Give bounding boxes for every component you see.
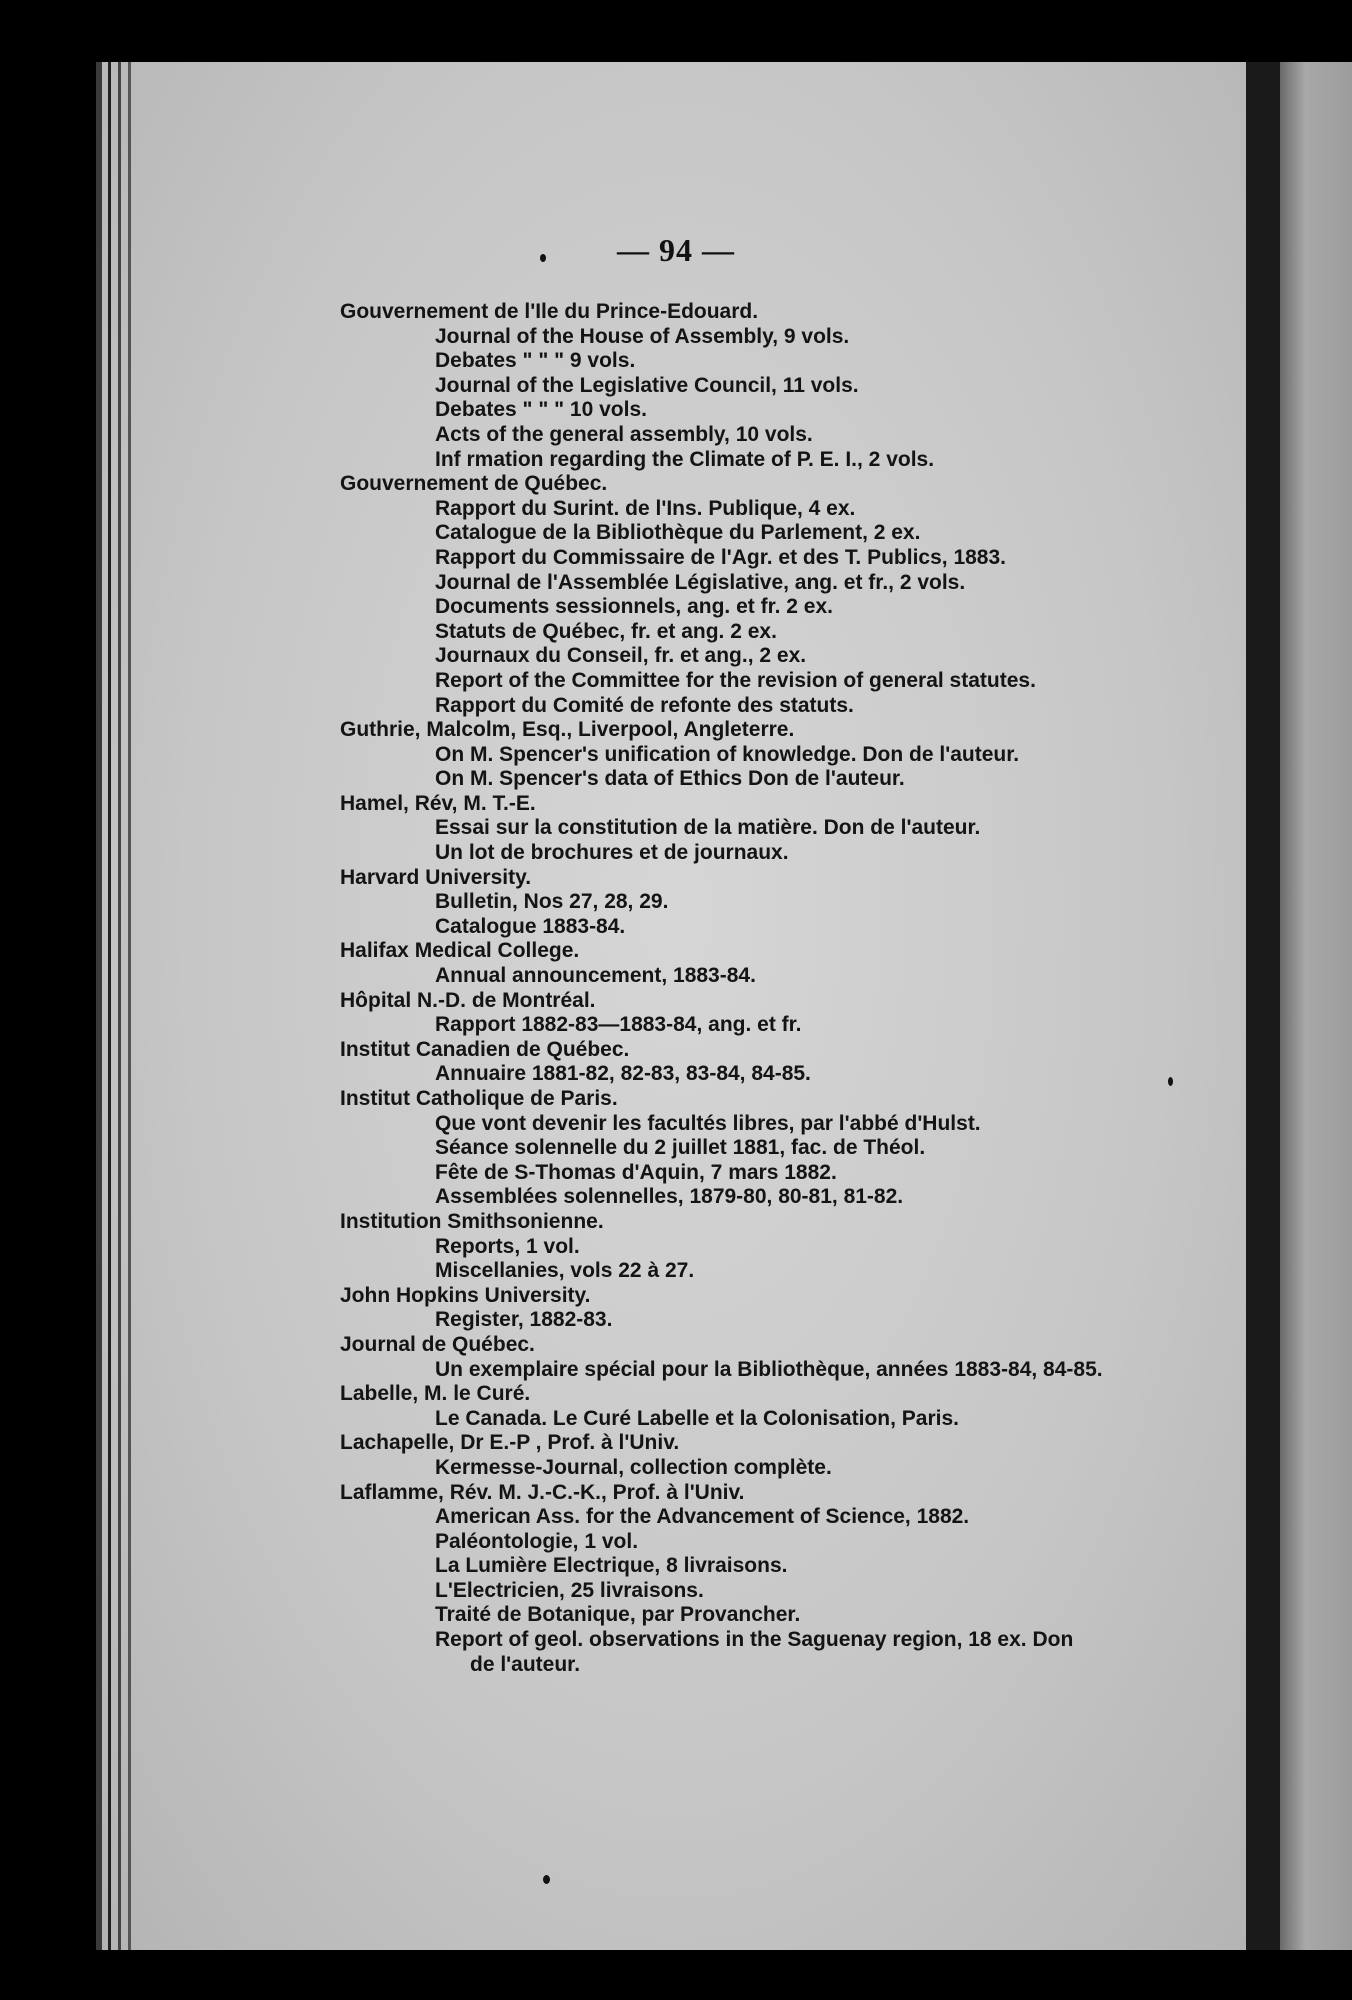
entry-heading: Labelle, M. le Curé. <box>340 1382 531 1406</box>
document-body <box>340 300 1160 1677</box>
entry-item: Catalogue de la Bibliothèque du Parlement, 2 ex. <box>435 521 921 545</box>
entry-item: Journal de l'Assemblée Législative, ang. et fr., 2 vols. <box>435 570 966 594</box>
entry-item: Reports, 1 vol. <box>435 1234 580 1258</box>
entry-item: Documents sessionnels, ang. et fr. 2 ex. <box>435 595 833 619</box>
entry-item: de l'auteur. <box>470 1652 581 1676</box>
entry-item: Report of the Committee for the revision of general statutes. <box>435 668 1036 692</box>
entry-heading: Institut Canadien de Québec. <box>340 1037 630 1061</box>
entry-item: On M. Spencer's data of Ethics Don de l'auteur. <box>435 767 905 791</box>
entry-heading: Journal de Québec. <box>340 1332 535 1356</box>
entry-item: Séance solennelle du 2 juillet 1881, fac. de Théol. <box>435 1136 926 1160</box>
page-gutter-line <box>108 62 111 1950</box>
ink-speck <box>543 1875 550 1884</box>
entry-item: Inf rmation regarding the Climate of P. E. I., 2 vols. <box>435 447 935 471</box>
entry-heading: Institution Smithsonienne. <box>340 1209 604 1233</box>
entry-item: Journaux du Conseil, fr. et ang., 2 ex. <box>435 644 807 668</box>
entry-item: Essai sur la constitution de la matière. Don de l'auteur. <box>435 816 981 840</box>
entry-item: Assemblées solennelles, 1879-80, 80-81, 81-82. <box>435 1185 904 1209</box>
entry-item: Bulletin, Nos 27, 28, 29. <box>435 890 669 914</box>
entry-heading: Gouvernement de l'Ile du Prince-Edouard. <box>340 300 759 323</box>
ink-speck <box>540 254 546 262</box>
entry-item: Rapport du Commissaire de l'Agr. et des T. Publics, 1883. <box>435 545 1006 569</box>
entry-item: Journal of the Legislative Council, 11 vols. <box>435 373 859 397</box>
entry-heading: Hôpital N.-D. de Montréal. <box>340 988 596 1012</box>
entry-item: Annual announcement, 1883-84. <box>435 964 756 988</box>
entry-item: Catalogue 1883-84. <box>435 914 626 938</box>
entry-item: Report of geol. observations in the Saguenay region, 18 ex. Don <box>435 1628 1074 1652</box>
entry-item: L'Electricien, 25 livraisons. <box>435 1578 704 1602</box>
entry-heading: Gouvernement de Québec. <box>340 472 608 496</box>
entry-heading: Guthrie, Malcolm, Esq., Liverpool, Angleterre. <box>340 718 795 742</box>
entry-item: Annuaire 1881-82, 82-83, 83-84, 84-85. <box>435 1062 811 1086</box>
entry-item: Acts of the general assembly, 10 vols. <box>435 422 813 446</box>
entry-item: Traité de Botanique, par Provancher. <box>435 1603 801 1627</box>
entry-item: American Ass. for the Advancement of Science, 1882. <box>435 1505 970 1529</box>
entry-item: Miscellanies, vols 22 à 27. <box>435 1259 695 1283</box>
entry-heading: Institut Catholique de Paris. <box>340 1087 618 1110</box>
entry-heading: John Hopkins University. <box>340 1283 591 1307</box>
ink-speck <box>1168 1077 1173 1086</box>
entry-item: Statuts de Québec, fr. et ang. 2 ex. <box>435 619 777 643</box>
page-gutter-line <box>128 62 131 1950</box>
entry-heading: Laflamme, Rév. M. J.-C.-K., Prof. à l'Univ. <box>340 1480 745 1504</box>
entry-item: Debates " " " 9 vols. <box>435 349 636 373</box>
entry-item: Le Canada. Le Curé Labelle et la Colonisation, Paris. <box>435 1406 959 1430</box>
entry-item: Un lot de brochures et de journaux. <box>435 841 789 865</box>
page-gutter-line <box>118 62 121 1950</box>
entry-heading: Harvard University. <box>340 865 532 889</box>
entry-item: Journal of the House of Assembly, 9 vols. <box>435 324 850 348</box>
entry-item: On M. Spencer's unification of knowledge. Don de l'auteur. <box>435 742 1020 766</box>
entry-item: Que vont devenir les facultés libres, par l'abbé d'Hulst. <box>435 1111 981 1135</box>
entry-item: Rapport du Comité de refonte des statuts. <box>435 693 854 717</box>
entry-item: Un exemplaire spécial pour la Bibliothèque, années 1883-84, 84-85. <box>435 1357 1103 1381</box>
entry-item: Rapport du Surint. de l'Ins. Publique, 4 ex. <box>435 496 856 520</box>
entry-item: La Lumière Electrique, 8 livraisons. <box>435 1554 788 1578</box>
entry-heading: Hamel, Rév, M. T.-E. <box>340 791 536 815</box>
entry-item: Rapport 1882-83—1883-84, ang. et fr. <box>435 1013 802 1037</box>
entry-item: Paléontologie, 1 vol. <box>435 1529 639 1553</box>
entry-item: Kermesse-Journal, collection complète. <box>435 1455 832 1479</box>
entry-item: Register, 1882-83. <box>435 1308 613 1332</box>
entry-item: Fête de S-Thomas d'Aquin, 7 mars 1882. <box>435 1160 837 1184</box>
page-edge-shadow <box>1246 62 1280 1950</box>
entry-item: Debates " " " 10 vols. <box>435 398 647 422</box>
page-number: — 94 — <box>617 232 735 268</box>
entry-heading: Lachapelle, Dr E.-P , Prof. à l'Univ. <box>340 1431 680 1455</box>
adjacent-page-strip <box>1280 62 1352 1950</box>
entry-heading: Halifax Medical College. <box>340 939 580 963</box>
